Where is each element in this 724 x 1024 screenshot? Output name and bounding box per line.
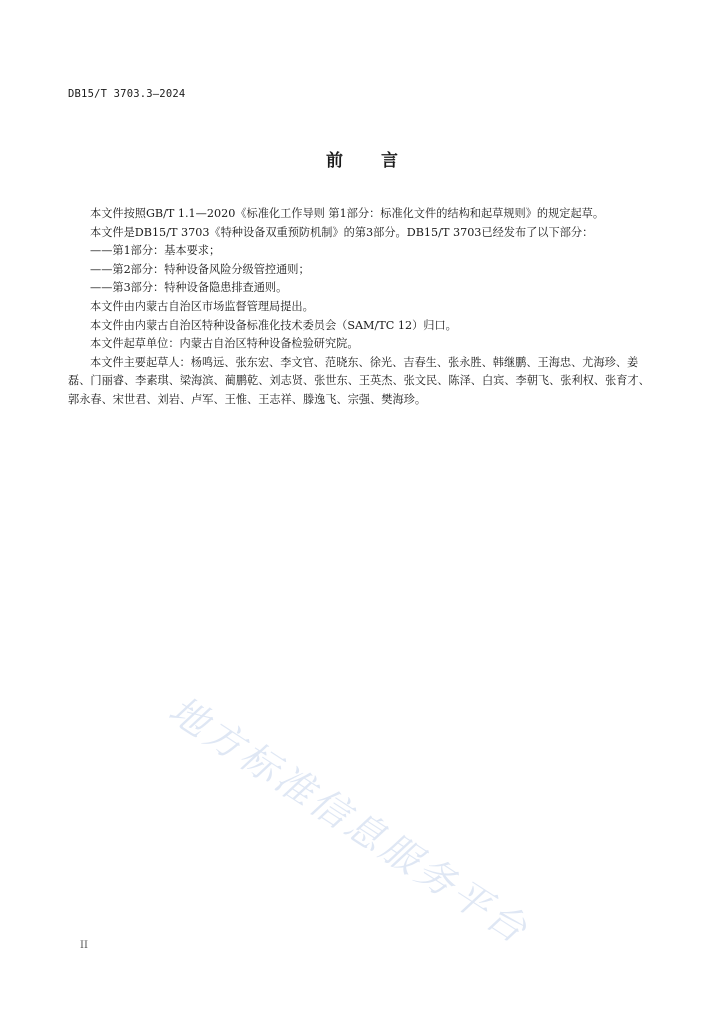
list-item: ——第3部分：特种设备隐患排查通则。 bbox=[90, 281, 288, 295]
paragraph-drafters: 本文件主要起草人：杨鸣远、张东宏、李文官、范晓东、徐光、吉春生、张永胜、韩继鹏、王海忠、尤海珍、姜磊、门丽睿、李素琪、梁海滨、蔺鹏乾、刘志贤、张世东、王英杰、张文民、陈泽、白宾、李朝飞、张利权、张育才、郭永春、宋世君、刘岩、卢军、王惟、王志祥、滕逸飞、宗强、樊海珍。 bbox=[68, 355, 650, 406]
paragraph-committee: 本文件由内蒙古自治区特种设备标准化技术委员会（SAM/TC 12）归口。 bbox=[90, 318, 457, 332]
document-code: DB15/T 3703.3—2024 bbox=[68, 88, 186, 100]
paragraph-series-intro: 本文件是DB15/T 3703《特种设备双重预防机制》的第3部分。DB15/T 3703已经发布了以下部分： bbox=[90, 225, 594, 239]
list-item: ——第2部分：特种设备风险分级管控通则； bbox=[90, 262, 310, 276]
page-number: II bbox=[80, 940, 88, 951]
page-title bbox=[0, 146, 724, 171]
paragraph-drafting-unit: 本文件起草单位：内蒙古自治区特种设备检验研究院。 bbox=[90, 337, 359, 351]
watermark: 地方标准信息服务平台 bbox=[161, 687, 538, 954]
paragraph-proposer: 本文件由内蒙古自治区市场监督管理局提出。 bbox=[90, 299, 314, 313]
title-char-2: 言 bbox=[381, 151, 398, 171]
foreword-body bbox=[68, 205, 660, 410]
title-char-1: 前 bbox=[326, 151, 343, 171]
list-item: ——第1部分：基本要求； bbox=[90, 244, 221, 258]
paragraph-drafting-rules: 本文件按照GB/T 1.1—2020《标准化工作导则 第1部分：标准化文件的结构和起草规则》的规定起草。 bbox=[90, 207, 605, 220]
